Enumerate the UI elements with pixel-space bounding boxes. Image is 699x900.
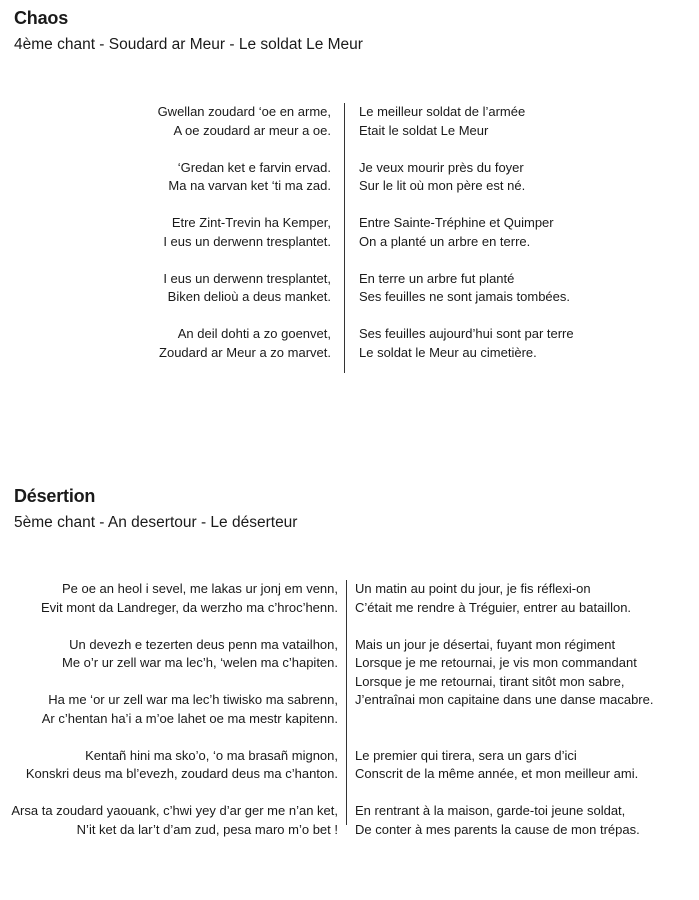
breton-verse-line: Konskri deus ma bl’evezh, zoudard deus ma c’hanton. [25, 766, 338, 781]
breton-stanza [158, 159, 331, 196]
french-verse-line: J’entraînai mon capitaine dans une danse macabre. [355, 692, 654, 707]
breton-verse-line: Ar c’hentan ha’i a m’oe lahet oe ma mestr kapitenn. [41, 710, 338, 726]
breton-verse-line: ‘Gredan ket e farvin ervad. [177, 159, 331, 175]
breton-verse-line: Un devezh e tezerten deus penn ma vatailhon, [69, 636, 338, 652]
french-column [355, 580, 653, 839]
breton-stanza [158, 103, 331, 140]
breton-stanza [11, 802, 338, 839]
poem-desertion [0, 580, 699, 837]
french-verse-line: Le meilleur soldat de l’armée [359, 104, 526, 119]
breton-verse-line: Biken delioù a deus manket. [167, 289, 331, 304]
breton-stanza [11, 747, 338, 784]
french-verse-line: Etait le soldat Le Meur [359, 122, 489, 138]
breton-verse-line: Arsa ta zoudard yaouank, c’hwi yey d’ar ger me n’an ket, [11, 803, 338, 818]
french-verse-line: Conscrit de la même année, et mon meilleur ami. [355, 766, 639, 781]
breton-stanza [158, 214, 331, 251]
breton-verse-line: Zoudard ar Meur a zo marvet. [159, 344, 331, 360]
breton-column [158, 103, 331, 362]
breton-verse-line: Gwellan zoudard ‘oe en arme, [157, 104, 331, 119]
breton-verse-line: I eus un derwenn tresplantet, [163, 270, 331, 286]
breton-stanza [158, 325, 331, 362]
french-verse-line: Je veux mourir près du foyer [359, 159, 524, 175]
french-verse-line: De conter à mes parents la cause de mon trépas. [355, 821, 640, 837]
section-subtitle: 4ème chant - Soudard ar Meur - Le soldat Le Meur [14, 36, 363, 53]
section-title: Chaos [14, 8, 69, 28]
french-stanza [359, 270, 574, 307]
french-verse-line: Ses feuilles ne sont jamais tombées. [359, 289, 570, 304]
breton-verse-line [11, 673, 338, 692]
french-verse-line: Le premier qui tirera, sera un gars d’ici [355, 747, 577, 763]
french-column [359, 103, 574, 362]
french-verse-line: Un matin au point du jour, je fis réflexi-on [355, 581, 591, 596]
french-stanza [359, 103, 574, 140]
section-title: Désertion [14, 486, 96, 506]
french-verse-line: Lorsque je me retournai, je vis mon commandant [355, 655, 637, 670]
breton-stanza [11, 580, 338, 617]
breton-verse-line: Kentañ hini ma sko’o, ‘o ma brasañ mignon, [85, 747, 338, 763]
column-divider [344, 103, 345, 373]
section-subtitle: 5ème chant - An desertour - Le déserteur [14, 514, 298, 531]
column-divider [346, 580, 347, 825]
french-verse-line: Le soldat le Meur au cimetière. [359, 344, 537, 360]
breton-verse-line: Etre Zint-Trevin ha Kemper, [171, 215, 331, 230]
french-verse-line: Sur le lit où mon père est né. [359, 178, 526, 193]
breton-verse-line: Evit mont da Landreger, da werzho ma c’hroc’henn. [40, 599, 338, 615]
french-verse-line: Lorsque je me retournai, tirant sitôt mon sabre, [355, 673, 625, 689]
breton-verse-line: N’it ket da lar’t d’am zud, pesa maro m’o bet ! [76, 821, 338, 837]
french-stanza [355, 747, 653, 784]
breton-verse-line: Me o’r ur zell war ma lec’h, ‘welen ma c’hapiten. [62, 655, 338, 670]
breton-verse-line: A oe zoudard ar meur a oe. [173, 122, 331, 138]
french-verse-line: Entre Sainte-Tréphine et Quimper [359, 215, 554, 230]
breton-verse-line: Ha me ‘or ur zell war ma lec’h tiwisko ma sabrenn, [48, 692, 338, 707]
breton-verse-line: I eus un derwenn tresplantet. [163, 233, 331, 249]
french-verse-line: On a planté un arbre en terre. [359, 233, 531, 249]
french-stanza [355, 802, 653, 839]
french-stanza [359, 159, 574, 196]
french-stanza [355, 636, 653, 729]
french-verse-line: Ses feuilles aujourd’hui sont par terre [359, 326, 574, 341]
french-verse-line: Mais un jour je désertai, fuyant mon régiment [355, 636, 616, 652]
breton-column [11, 580, 338, 839]
french-stanza [359, 325, 574, 362]
french-verse-line [355, 710, 653, 729]
breton-verse-line: Ma na varvan ket ‘ti ma zad. [168, 178, 331, 193]
french-stanza [355, 580, 653, 617]
french-verse-line: En rentrant à la maison, garde-toi jeune soldat, [355, 803, 626, 818]
breton-stanza [11, 636, 338, 729]
breton-verse-line: An deil dohti a zo goenvet, [177, 326, 331, 341]
french-verse-line: En terre un arbre fut planté [359, 270, 515, 286]
french-stanza [359, 214, 574, 251]
breton-verse-line: Pe oe an heol i sevel, me lakas ur jonj em venn, [61, 581, 338, 596]
breton-stanza [158, 270, 331, 307]
poem-chaos [0, 103, 699, 373]
french-verse-line: C’était me rendre à Tréguier, entrer au bataillon. [355, 599, 632, 615]
